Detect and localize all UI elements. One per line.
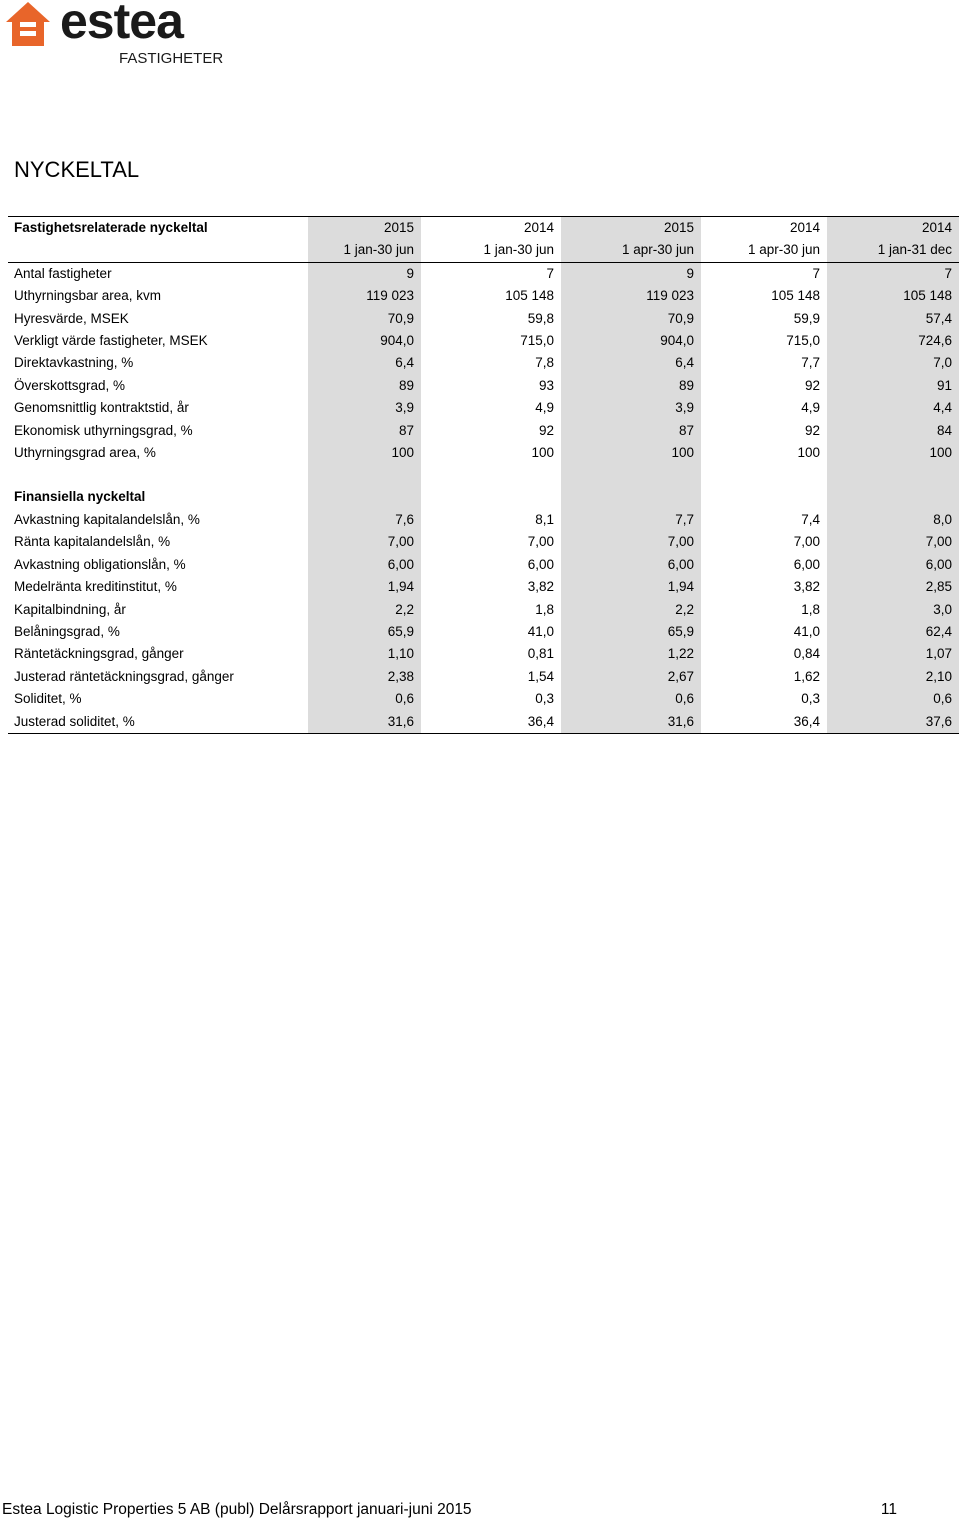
table-row xyxy=(8,688,959,710)
row-value: 3,82 xyxy=(527,579,554,595)
table-header-periods xyxy=(8,239,959,262)
key-figures-table xyxy=(8,216,959,734)
column-year: 2014 xyxy=(701,217,827,240)
row-value: 62,4 xyxy=(827,621,959,643)
row-value: 8,0 xyxy=(827,509,959,531)
table-header-years xyxy=(8,217,959,240)
row-value: 100 xyxy=(797,445,820,461)
row-value: 65,9 xyxy=(308,621,421,643)
row-value: 7,6 xyxy=(308,509,421,531)
row-label: Verkligt värde fastigheter, MSEK xyxy=(14,333,208,349)
row-value: 1,10 xyxy=(308,643,421,665)
row-value: 7,00 xyxy=(827,531,959,553)
column-year: 2014 xyxy=(421,217,561,240)
row-value: 1,94 xyxy=(561,576,701,598)
table-row xyxy=(8,262,959,285)
row-value: 57,4 xyxy=(827,308,959,330)
row-label: Soliditet, % xyxy=(14,691,82,707)
spacer-cell xyxy=(308,464,421,486)
row-value: 0,6 xyxy=(561,688,701,710)
row-value: 7 xyxy=(827,262,959,285)
table-row xyxy=(8,397,959,419)
row-value: 1,8 xyxy=(801,601,820,617)
table-spacer xyxy=(8,464,959,486)
logo-wordmark: estea xyxy=(60,0,183,49)
row-value: 7,00 xyxy=(527,534,554,550)
row-value: 100 xyxy=(531,445,554,461)
row-label: Medelränta kreditinstitut, % xyxy=(14,579,177,595)
section-heading: Finansiella nyckeltal xyxy=(14,489,146,505)
section-heading: Fastighetsrelaterade nyckeltal xyxy=(8,217,308,240)
row-value: 92 xyxy=(538,422,554,438)
page-number: 11 xyxy=(880,1501,897,1518)
row-value: 3,0 xyxy=(827,599,959,621)
table-row xyxy=(8,666,959,688)
row-value: 715,0 xyxy=(786,333,820,349)
table-row xyxy=(8,711,959,734)
row-label: Räntetäckningsgrad, gånger xyxy=(14,646,184,662)
row-label: Kapitalbindning, år xyxy=(14,601,126,617)
row-value: 0,81 xyxy=(527,646,554,662)
row-label: Justerad räntetäckningsgrad, gånger xyxy=(14,668,234,684)
row-value: 59,9 xyxy=(793,310,820,326)
row-label: Genomsnittlig kontraktstid, år xyxy=(14,400,189,416)
row-value: 89 xyxy=(308,375,421,397)
row-value: 0,3 xyxy=(535,691,554,707)
row-value: 105 148 xyxy=(505,288,554,304)
section-blank xyxy=(561,486,701,508)
row-value: 36,4 xyxy=(421,711,561,734)
table-row xyxy=(8,643,959,665)
row-value: 31,6 xyxy=(561,711,701,734)
row-value: 7,7 xyxy=(561,509,701,531)
row-value: 87 xyxy=(308,420,421,442)
table-row xyxy=(8,576,959,598)
logo-subtitle: FASTIGHETER xyxy=(119,50,224,67)
row-label: Avkastning obligationslån, % xyxy=(14,556,186,572)
spacer-cell xyxy=(561,464,701,486)
row-value: 4,9 xyxy=(801,400,820,416)
row-label: Ekonomisk uthyrningsgrad, % xyxy=(14,422,193,438)
page-footer xyxy=(2,1501,897,1519)
row-value: 0,6 xyxy=(308,688,421,710)
row-value: 36,4 xyxy=(701,711,827,734)
row-label: Belåningsgrad, % xyxy=(14,623,120,639)
row-value: 6,4 xyxy=(308,352,421,374)
table-row xyxy=(8,531,959,553)
row-label: Direktavkastning, % xyxy=(14,355,134,371)
row-value: 1,07 xyxy=(827,643,959,665)
row-value: 7,00 xyxy=(793,534,820,550)
table-row xyxy=(8,509,959,531)
row-label: Hyresvärde, MSEK xyxy=(14,310,129,326)
row-value: 0,6 xyxy=(827,688,959,710)
row-value: 7 xyxy=(546,265,554,281)
table-row xyxy=(8,308,959,330)
row-value: 93 xyxy=(538,377,554,393)
column-period: 1 apr-30 jun xyxy=(561,239,701,262)
page-title: NYCKELTAL xyxy=(14,157,140,182)
row-value: 9 xyxy=(561,262,701,285)
row-value: 31,6 xyxy=(308,711,421,734)
row-value: 2,38 xyxy=(308,666,421,688)
section-blank xyxy=(701,486,827,508)
row-value: 105 148 xyxy=(771,288,820,304)
row-value: 7,8 xyxy=(535,355,554,371)
header-blank xyxy=(8,239,308,262)
row-value: 4,4 xyxy=(827,397,959,419)
row-label: Uthyrningsgrad area, % xyxy=(14,445,156,461)
row-value: 1,22 xyxy=(561,643,701,665)
row-value: 41,0 xyxy=(793,623,820,639)
row-value: 4,9 xyxy=(535,400,554,416)
row-value: 6,00 xyxy=(527,556,554,572)
row-value: 92 xyxy=(804,377,820,393)
footer-text: Estea Logistic Properties 5 AB (publ) Delårsrapport januari-juni 2015 xyxy=(2,1501,472,1518)
spacer-cell xyxy=(827,464,959,486)
column-period: 1 jan-30 jun xyxy=(421,239,561,262)
column-period: 1 jan-30 jun xyxy=(308,239,421,262)
section-blank xyxy=(308,486,421,508)
table-row xyxy=(8,442,959,464)
row-value: 70,9 xyxy=(308,308,421,330)
row-value: 6,4 xyxy=(561,352,701,374)
row-value: 1,54 xyxy=(527,668,554,684)
table-row xyxy=(8,375,959,397)
row-value: 7,4 xyxy=(801,511,820,527)
column-year: 2014 xyxy=(827,217,959,240)
row-value: 70,9 xyxy=(561,308,701,330)
estea-logo xyxy=(4,0,244,70)
row-value: 6,00 xyxy=(561,554,701,576)
table-row xyxy=(8,420,959,442)
row-value: 2,67 xyxy=(561,666,701,688)
row-value: 100 xyxy=(827,442,959,464)
spacer-cell xyxy=(421,464,561,486)
row-label: Avkastning kapitalandelslån, % xyxy=(14,511,200,527)
table-row xyxy=(8,330,959,352)
row-value: 2,2 xyxy=(308,599,421,621)
row-value: 3,9 xyxy=(308,397,421,419)
row-label: Uthyrningsbar area, kvm xyxy=(14,288,162,304)
table-section-heading xyxy=(8,486,959,508)
spacer-cell xyxy=(701,464,827,486)
row-value: 1,8 xyxy=(535,601,554,617)
row-value: 91 xyxy=(827,375,959,397)
row-label: Justerad soliditet, % xyxy=(8,711,308,734)
row-value: 119 023 xyxy=(308,285,421,307)
row-value: 105 148 xyxy=(827,285,959,307)
row-value: 724,6 xyxy=(827,330,959,352)
row-value: 0,3 xyxy=(801,691,820,707)
row-value: 1,94 xyxy=(308,576,421,598)
row-value: 904,0 xyxy=(308,330,421,352)
row-value: 8,1 xyxy=(535,511,554,527)
row-value: 0,84 xyxy=(793,646,820,662)
row-value: 92 xyxy=(804,422,820,438)
row-value: 9 xyxy=(308,262,421,285)
table-row xyxy=(8,621,959,643)
row-value: 7 xyxy=(812,265,820,281)
row-value: 2,10 xyxy=(827,666,959,688)
column-period: 1 jan-31 dec xyxy=(827,239,959,262)
row-value: 7,7 xyxy=(801,355,820,371)
row-value: 87 xyxy=(561,420,701,442)
house-logo-icon xyxy=(4,0,52,48)
row-value: 37,6 xyxy=(827,711,959,734)
row-value: 904,0 xyxy=(561,330,701,352)
row-value: 41,0 xyxy=(527,623,554,639)
row-value: 84 xyxy=(827,420,959,442)
row-label: Antal fastigheter xyxy=(14,265,112,281)
row-value: 7,0 xyxy=(827,352,959,374)
row-value: 7,00 xyxy=(308,531,421,553)
row-value: 119 023 xyxy=(561,285,701,307)
section-blank xyxy=(421,486,561,508)
row-label: Överskottsgrad, % xyxy=(14,377,126,393)
row-value: 715,0 xyxy=(520,333,554,349)
row-value: 100 xyxy=(308,442,421,464)
spacer-cell xyxy=(8,464,308,486)
column-period: 1 apr-30 jun xyxy=(701,239,827,262)
table-row xyxy=(8,554,959,576)
row-value: 59,8 xyxy=(527,310,554,326)
row-value: 3,9 xyxy=(561,397,701,419)
section-blank xyxy=(827,486,959,508)
row-value: 6,00 xyxy=(793,556,820,572)
column-year: 2015 xyxy=(561,217,701,240)
table-row xyxy=(8,285,959,307)
key-figures-table-wrap xyxy=(8,216,959,734)
row-value: 65,9 xyxy=(561,621,701,643)
row-value: 7,00 xyxy=(561,531,701,553)
row-value: 6,00 xyxy=(827,554,959,576)
row-value: 2,85 xyxy=(827,576,959,598)
table-row xyxy=(8,599,959,621)
table-row xyxy=(8,352,959,374)
row-value: 6,00 xyxy=(308,554,421,576)
row-value: 2,2 xyxy=(561,599,701,621)
column-year: 2015 xyxy=(308,217,421,240)
row-value: 3,82 xyxy=(793,579,820,595)
row-label: Ränta kapitalandelslån, % xyxy=(14,534,171,550)
row-value: 100 xyxy=(561,442,701,464)
row-value: 1,62 xyxy=(793,668,820,684)
row-value: 89 xyxy=(561,375,701,397)
